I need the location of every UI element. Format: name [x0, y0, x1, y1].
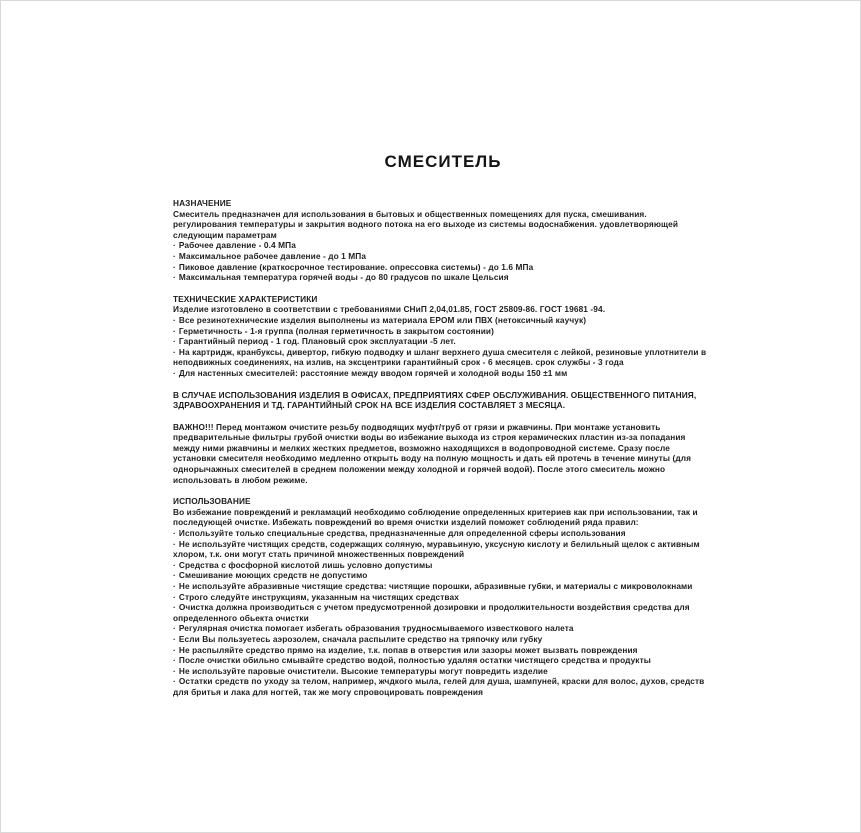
bullet-icon: · [173, 240, 176, 251]
section-tekhnicheskie-kharakteristiki [173, 294, 713, 379]
bullet-text: Смешивание моющих средств не допустимо [178, 570, 368, 581]
bullet-item [173, 368, 713, 379]
bullet-text: Рабочее давление - 0.4 МПа [178, 240, 296, 251]
paragraph: Изделие изготовлено в соответствии с требованиями СНиП 2,04,01.85, ГОСТ 25809-86. ГОСТ 19681 -94. [173, 304, 606, 315]
bullet-icon: · [173, 336, 176, 347]
bullet-text: Регулярная очистка помогает избегать образования трудносмываемого известкового налета [178, 623, 574, 634]
bullet-icon: · [173, 655, 176, 666]
bullet-icon: · [173, 314, 176, 325]
bullet-icon: · [173, 570, 176, 581]
bullet-item [173, 560, 713, 571]
paragraph: В СЛУЧАЕ ИСПОЛЬЗОВАНИЯ ИЗДЕЛИЯ В ОФИСАХ, ПРЕДПРИЯТИЯХ СФЕР ОБСЛУЖИВАНИЯ. ОБЩЕСТВЕННОГО ПИТАНИЯ, ЗДРАВООХРАНЕНИЯ И ТД. ГАРАНТИЙНЫЙ СРОК НА ВСЕ ИЗДЕЛИЯ СОСТАВЛЯЕТ 3 МЕСЯЦА. [173, 389, 697, 411]
bullet-text: Строго следуйте инструкциям, указанным на чистящих средствах [178, 591, 459, 602]
bullet-item [173, 634, 713, 645]
bullet-text: Гарантийный период - 1 год. Плановый срок эксплуатации -5 лет. [178, 336, 456, 347]
bullet-item [173, 347, 713, 368]
bullet-icon: · [173, 581, 176, 591]
bullet-text: Если Вы пользуетесь аэрозолем, сначала распылите средство на тряпочку или губку [178, 633, 543, 644]
bullet-icon: · [173, 602, 176, 613]
section-heading: НАЗНАЧЕНИЕ [173, 198, 232, 208]
bullet-icon: · [173, 367, 176, 378]
bullet-item [173, 655, 713, 666]
bullet-text: Не используйте абразивные чистящие средства: чистящие порошки, абразивные губки, и материалы с микроволокнами [178, 581, 693, 591]
bullet-text: Для настенных смесителей: расстояние между вводом горячей и холодной воды 150 ±1 мм [178, 367, 568, 378]
bullet-item [173, 592, 713, 603]
section-heading: ИСПОЛЬЗОВАНИЕ [173, 496, 251, 507]
bullet-icon: · [173, 261, 176, 272]
bullet-item [173, 602, 713, 623]
bullet-item [173, 251, 713, 262]
page-title: СМЕСИТЕЛЬ [384, 152, 502, 171]
section-naznachenie [173, 198, 713, 283]
paragraph: ВАЖНО!!! Перед монтажом очистите резьбу подводящих муфт/труб от грязи и ржавчины. При монтаже установить предварительные фильтры грубой очистки воды во избежание выхода из строя керамических пластин из-за попадания между ними ржавчины и мелких жестких предметов, возможно находящихся в водопроводной системе. Сразу после установки смесителя необходимо медленно открыть воду на полную мощность и дать ей протечь в течение минуты (для однорычажных смесителей в среднем положении между холодной и горячей водой). После этого смеситель можно использовать в любом режиме. [173, 421, 692, 485]
bullet-icon: · [173, 665, 176, 676]
bullet-item [173, 528, 713, 539]
section-heading: ТЕХНИЧЕСКИЕ ХАРАКТЕРИСТИКИ [173, 293, 318, 304]
paragraph: Во избежание повреждений и рекламаций необходимо соблюдение определенных критериев как при использовании, так и последующей очистке. Избежать повреждений во время очистки изделий поможет соблюдений ряда правил: [173, 506, 698, 528]
bullet-text: После очистки обильно смывайте средство водой, полностью удаляя остатки чистящего средства и продукты [178, 655, 651, 666]
bullet-icon: · [173, 623, 176, 634]
bullet-item [173, 262, 713, 273]
bullet-text: Используйте только специальные средства, предназначенные для определенной сферы использования [178, 528, 626, 539]
bullet-icon: · [173, 250, 176, 261]
bullet-item [173, 315, 713, 326]
section-vazhno [173, 422, 713, 486]
bullet-item [173, 240, 713, 251]
bullet-icon: · [173, 644, 176, 655]
document-sections [173, 198, 713, 698]
bullet-text: Не используйте чистящих средств, содержащих соляную, муравьиную, уксусную кислоту и белильный щелок с активным хлором, т.к. они могут стать причиной множественных повреждений [173, 538, 700, 560]
bullet-item [173, 326, 713, 337]
bullet-icon: · [173, 325, 176, 336]
paragraph: Смеситель предназначен для использования в бытовых и общественных помещениях для пуска, смешивания. регулирования температуры и закрытия водного потока на его выходе из системы водоснабжения. удовлетворяющей следующим параметрам [173, 208, 679, 240]
bullet-item [173, 666, 713, 677]
bullet-text: Пиковое давление (краткосрочное тестирование. опрессовка системы) - до 1.6 МПа [178, 261, 534, 272]
bullet-icon: · [173, 633, 176, 644]
bullet-icon: · [173, 346, 176, 357]
bullet-item [173, 645, 713, 656]
bullet-icon: · [173, 272, 176, 283]
bullet-text: Не распыляйте средство прямо на изделие, т.к. попав в отверстия или зазоры может вызвать повреждения [178, 644, 638, 655]
bullet-text: Очистка должна производиться с учетом предусмотренной дозировки и продолжительности воздействия средства для определенного обьекта очистки [173, 602, 690, 623]
bullet-icon: · [173, 538, 176, 549]
bullet-item [173, 623, 713, 634]
bullet-item [173, 570, 713, 581]
bullet-item [173, 581, 713, 592]
bullet-text: Герметичность - 1-я группа (полная герметичность в закрытом состоянии) [178, 325, 494, 336]
bullet-item [173, 539, 713, 560]
bullet-icon: · [173, 676, 176, 687]
bullet-text: На картридж, кранбуксы, дивертор, гибкую подводку и шланг верхнего душа смесителя с лейкой, резиновые уплотнители в неподвижных соединениях, на излив, на эксцентрики гарантийный срок - 6 месяцев. срок службы - 3 года [173, 346, 707, 368]
bullet-text: Не используйте паровые очистители. Высокие температуры могут повредить изделие [178, 665, 548, 676]
section-ispolzovanie [173, 496, 713, 697]
bullet-text: Средства с фосфорной кислотой лишь условно допустимы [178, 559, 433, 570]
bullet-item [173, 676, 713, 697]
section-garantiya-ofisy [173, 390, 713, 411]
bullet-text: Максимальная температура горячей воды - до 80 градусов по шкале Цельсия [178, 272, 509, 283]
bullet-icon: · [173, 591, 176, 602]
document-body [173, 152, 713, 698]
bullet-icon: · [173, 528, 176, 539]
bullet-icon: · [173, 559, 176, 570]
bullet-item [173, 272, 713, 283]
bullet-text: Все резинотехнические изделия выполнены из материала EPOM или ПВХ (нетоксичный каучук) [178, 314, 587, 325]
bullet-item [173, 336, 713, 347]
bullet-text: Максимальное рабочее давление - до 1 МПа [178, 250, 367, 261]
bullet-text: Остатки средств по уходу за телом, например, жчдкого мыла, гелей для душа, шампуней, краски для волос, духов, средств для бритья и лака для ногтей, так же могу спровоцировать повреждения [173, 676, 705, 697]
